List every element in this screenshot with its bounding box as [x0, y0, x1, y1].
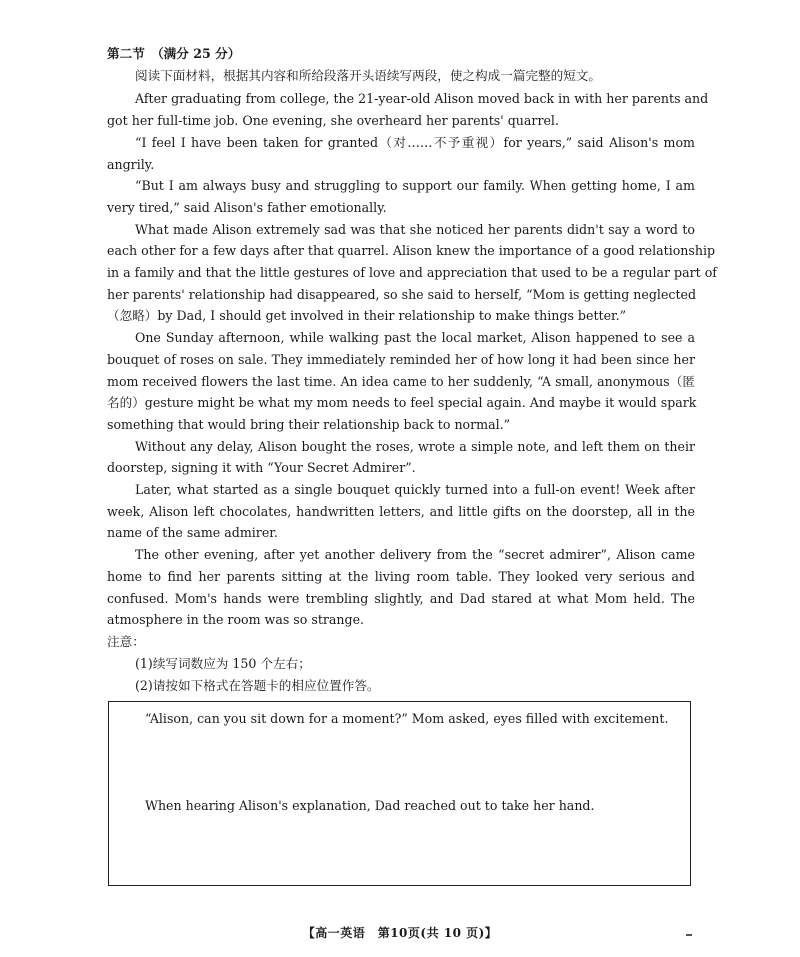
page-footer: 【高一英语 第10页(共 10 页)】 [302, 926, 498, 940]
passage-line: What made Alison extremely sad was that she noticed her parents didn't say a word to [135, 222, 695, 237]
answer-box[interactable] [108, 701, 691, 886]
passage-line: After graduating from college, the 21-year-old Alison moved back in with her parents and [135, 91, 709, 106]
note-item-1: (1)续写词数应为 150 个左右； [135, 656, 311, 671]
paragraph-2-opener: When hearing Alison's explanation, Dad reached out to take her hand. [145, 798, 595, 813]
passage-line: confused. Mom's hands were trembling slightly, and Dad stared at what Mom held. The [107, 591, 695, 606]
scan-mark [686, 934, 692, 936]
passage-line: angrily. [107, 157, 155, 172]
paragraph-1-opener: “Alison, can you sit down for a moment?” Mom asked, eyes filled with excitement. [145, 711, 669, 726]
passage-line: “But I am always busy and struggling to support our family. When getting home, I am [135, 178, 695, 193]
passage-line: 名的）gesture might be what my mom needs to feel special again. And maybe it would spark [107, 395, 697, 410]
passage-line: week, Alison left chocolates, handwritten letters, and little gifts on the doorstep, all in the [107, 504, 695, 519]
passage-line: home to find her parents sitting at the living room table. They looked very serious and [107, 569, 695, 584]
passage-line: Later, what started as a single bouquet quickly turned into a full-on event! Week after [135, 482, 695, 497]
passage-line: each other for a few days after that quarrel. Alison knew the importance of a good relationship [107, 243, 716, 258]
section-instruction: 阅读下面材料，根据其内容和所给段落开头语续写两段，使之构成一篇完整的短文。 [135, 68, 601, 83]
passage-line: in a family and that the little gestures of love and appreciation that used to be a regular part of [107, 265, 717, 280]
notes-label: 注意： [107, 634, 145, 649]
passage-line: atmosphere in the room was so strange. [107, 612, 365, 627]
passage-line: “I feel I have been taken for granted（对……不予重视）for years,” said Alison's mom [135, 135, 695, 150]
passage-line: got her full-time job. One evening, she overheard her parents' quarrel. [107, 113, 559, 128]
passage-line: doorstep, signing it with “Your Secret Admirer”. [107, 460, 416, 475]
passage-line: （忽略）by Dad, I should get involved in their relationship to make things better.” [107, 308, 627, 323]
note-item-2: (2)请按如下格式在答题卡的相应位置作答。 [135, 678, 380, 693]
passage-line: Without any delay, Alison bought the roses, wrote a simple note, and left them on their [135, 439, 695, 454]
passage-line: mom received flowers the last time. An idea came to her suddenly, “A small, anonymous（匿 [107, 374, 695, 389]
section-title: 第二节 （满分 25 分） [107, 46, 241, 61]
passage-line: very tired,” said Alison's father emotionally. [107, 200, 387, 215]
passage-line: One Sunday afternoon, while walking past the local market, Alison happened to see a [135, 330, 695, 345]
passage-line: The other evening, after yet another delivery from the “secret admirer”, Alison came [135, 547, 695, 562]
passage-line: her parents' relationship had disappeared, so she said to herself, “Mom is getting neglected [107, 287, 697, 302]
passage-line: name of the same admirer. [107, 525, 278, 540]
passage-line: something that would bring their relationship back to normal.” [107, 417, 511, 432]
passage-line: bouquet of roses on sale. They immediately reminded her of how long it had been since her [107, 352, 695, 367]
